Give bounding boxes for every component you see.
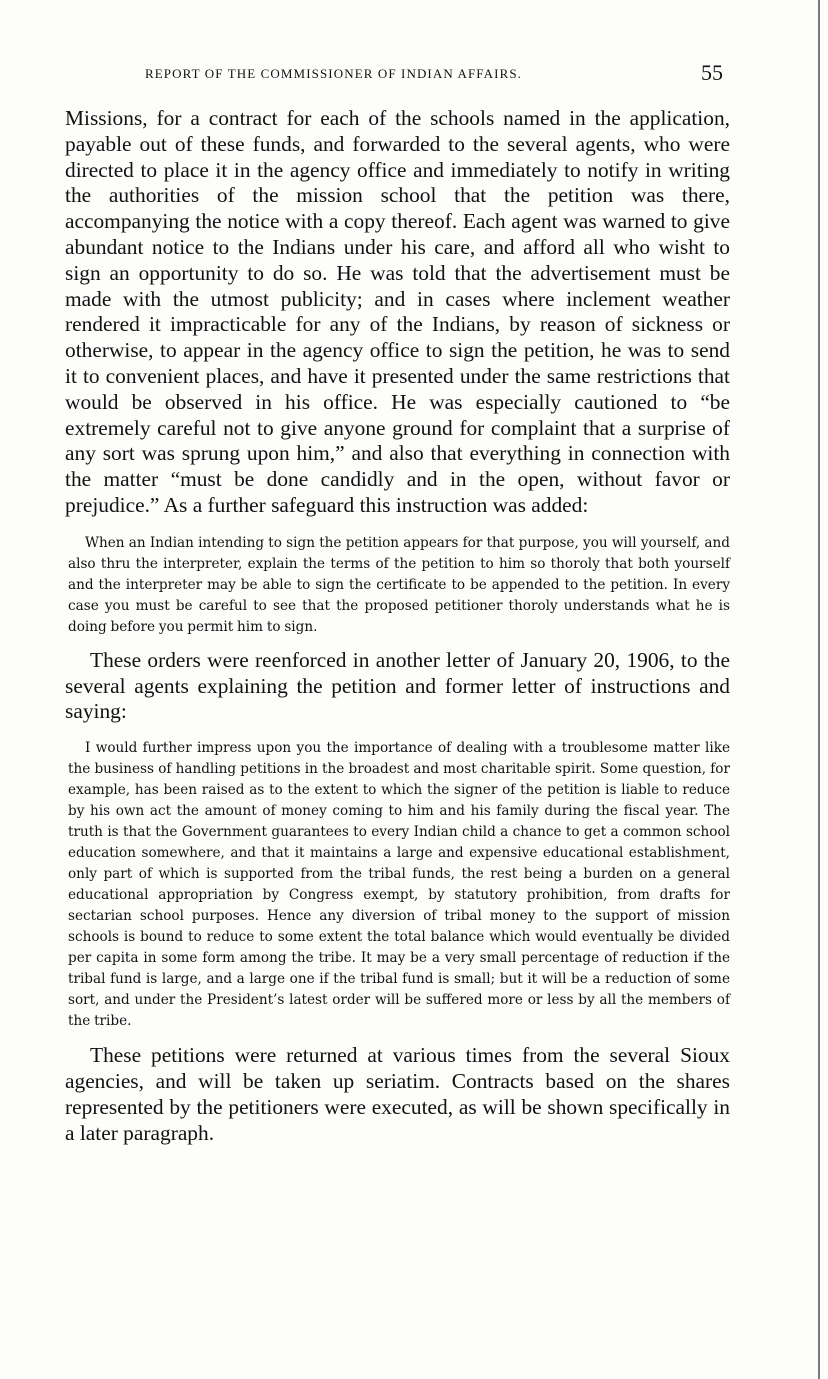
page-number: 55: [701, 60, 723, 85]
running-head: REPORT OF THE COMMISSIONER OF INDIAN AFFAIRS.: [145, 66, 523, 81]
body-paragraph-1: Missions, for a contract for each of the schools named in the application, payable out of these funds, and forwarded to the several agents, who were directed to place it in the agency office and immediately to notify in writing the authorities of the mission school that the petition was there, accompanying the notice with a copy thereof. Each agent was warned to give abundant notice to the Indians under his care, and afford all who wisht to sign an opportunity to do so. He was told that the advertisement must be made with the utmost publicity; and in cases where inclement weather rendered it impracticable for any of the Indians, by reason of sickness or otherwise, to appear in the agency office to sign the petition, he was to send it to convenient places, and have it presented under the same restrictions that would be observed in his office. He was especially cautioned to “be extremely careful not to give anyone ground for complaint that a surprise of any sort was sprung upon him,” and also that everything in connection with the matter “must be done candidly and in the open, without favor or prejudice.” As a further safeguard this instruction was added:: [65, 106, 730, 517]
page-header: [145, 62, 745, 88]
body-paragraph-3: These petitions were returned at various times from the several Sioux agencies, and will be taken up seriatim. Contracts based on the shares represented by the petitioners were executed, as will be shown specifically in a later paragraph.: [65, 1043, 730, 1145]
block-quote-2: I would further impress upon you the importance of dealing with a troublesome matter like the business of handling petitions in the broadest and most charitable spirit. Some question, for example, has been raised as to the extent to which the signer of the petition is liable to reduce by his own act the amount of money coming to him and his family during the fiscal year. The truth is that the Government guarantees to every Indian child a chance to get a common school education somewhere, and that it maintains a large and expensive educational establishment, only part of which is supported from the tribal funds, the rest being a burden on a general educational appropriation by Congress exempt, by statutory prohibition, from drafts for sectarian school purposes. Hence any diversion of tribal money to the support of mission schools is bound to reduce to some extent the total balance which would eventually be divided per capita in some form among the tribe. It may be a very small percentage of reduction if the tribal fund is large, and a large one if the tribal fund is small; but it will be a reduction of some sort, and under the President’s latest order will be suffered more or less by all the members of the tribe.: [68, 740, 730, 1030]
body-paragraph-2: These orders were reenforced in another letter of January 20, 1906, to the several agents explaining the petition and former letter of instructions and saying:: [65, 647, 730, 724]
page-body: [65, 106, 730, 1146]
page-edge-divider: [818, 0, 820, 1379]
block-quote-1: When an Indian intending to sign the petition appears for that purpose, you will yourself, and also thru the interpreter, explain the terms of the petition to him so thoroly that both yourself and the interpreter may be able to sign the certificate to be appended to the petition. In every case you must be careful to see that the proposed petitioner thoroly understands what he is doing before you permit him to sign.: [68, 534, 730, 635]
